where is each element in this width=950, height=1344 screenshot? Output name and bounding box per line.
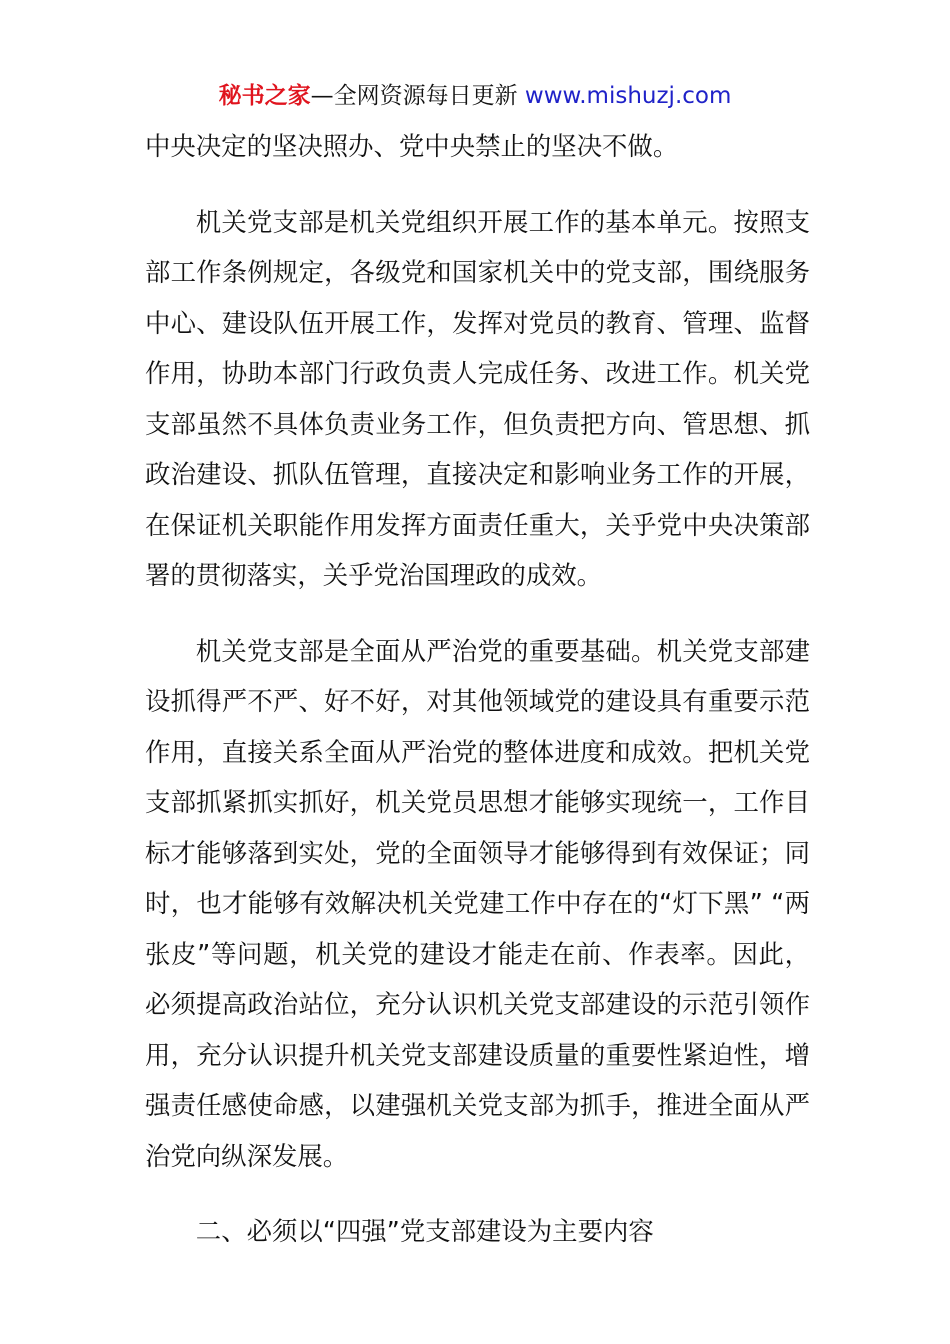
paragraph-basic-unit: 机关党支部是机关党组织开展工作的基本单元。按照支部工作条例规定，各级党和国家机关中的党支部，围绕服务中心、建设队伍开展工作，发挥对党员的教育、管理、监督作用，协助本部门行政负责人完成任务、改进工作。机关党支部虽然不具体负责业务工作，但负责把方向、管思想、抓政治建设、抓队伍管理，直接决定和影响业务工作的开展，在保证机关职能作用发挥方面责任重大，关乎党中央决策部署的贯彻落实，关乎党治国理政的成效。 [145, 206, 810, 590]
section-heading: 二、必须以“四强”党支部建设为主要内容 [195, 1216, 654, 1246]
paragraph-continuation: 中央决定的坚决照办、党中央禁止的坚决不做。 [145, 131, 679, 161]
site-url-link[interactable]: www.mishuzj.com [524, 83, 732, 109]
header-tagline: —全网资源每日更新 [310, 83, 525, 109]
document-body [145, 121, 810, 1257]
site-header [0, 80, 950, 112]
brand-name: 秘书之家 [218, 83, 311, 109]
paragraph-foundation: 机关党支部是全面从严治党的重要基础。机关党支部建设抓得严不严、好不好，对其他领域党的建设具有重要示范作用，直接关系全面从严治党的整体进度和成效。把机关党支部抓紧抓实抓好，机关党员思想才能够实现统一，工作目标才能够落到实处，党的全面领导才能够得到有效保证；同时，也才能够有效解决机关党建工作中存在的“灯下黑” “两张皮”等问题，机关党的建设才能走在前、作表率。因此，必须提高政治站位，充分认识机关党支部建设的示范引领作用，充分认识提升机关党支部建设质量的重要性紧迫性，增强责任感使命感，以建强机关党支部为抓手，推进全面从严治党向纵深发展。 [145, 635, 810, 1171]
